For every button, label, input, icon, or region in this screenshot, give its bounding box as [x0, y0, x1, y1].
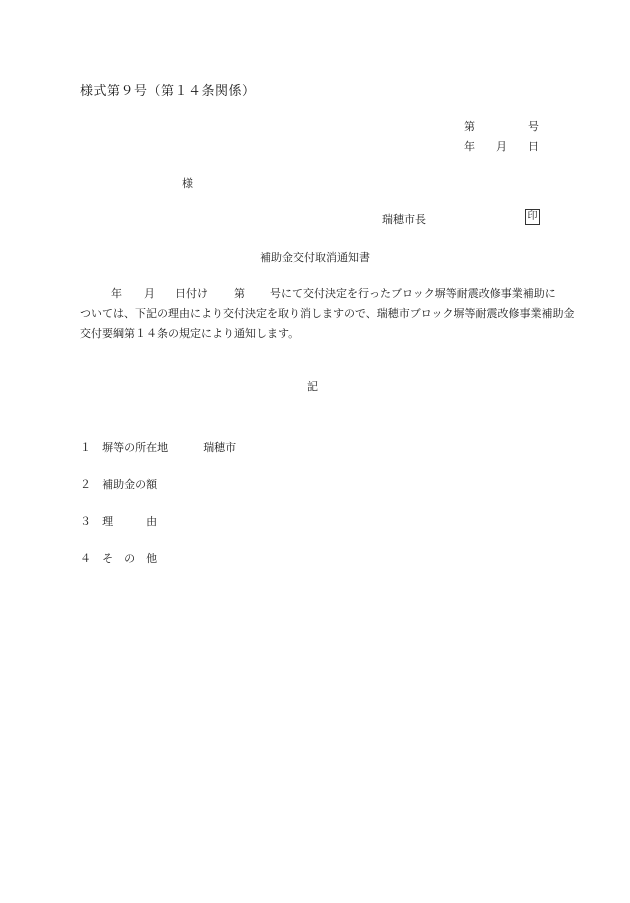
- list-item: [80, 547, 157, 566]
- issuer-name: 瑞穂市長: [382, 213, 426, 226]
- item-number: １: [80, 441, 91, 454]
- body-month-label: 月: [144, 287, 155, 300]
- item-number: ３: [80, 515, 91, 528]
- item-number: ２: [80, 478, 91, 491]
- date-day-label: 日: [528, 140, 539, 153]
- item-label: そ の 他: [102, 552, 158, 565]
- item-label: 塀等の所在地: [102, 441, 169, 454]
- ki-heading: 記: [307, 380, 318, 393]
- addressee-suffix: 様: [182, 177, 193, 190]
- body-date-label: 日付け: [175, 287, 208, 300]
- item-number: ４: [80, 552, 91, 565]
- list-item: [80, 473, 157, 492]
- document-title: 補助金交付取消通知書: [260, 251, 370, 264]
- date-month-label: 月: [496, 140, 507, 153]
- seal-mark: 印: [525, 209, 540, 225]
- body-line-1-rest: 号にて交付決定を行ったブロック塀等耐震改修事業補助に: [270, 287, 556, 300]
- body-line-1: [80, 284, 555, 304]
- list-item: [80, 510, 157, 529]
- body-paragraph: [80, 284, 575, 344]
- list-item: [80, 436, 236, 455]
- form-number: 様式第９号（第１４条関係）: [80, 84, 256, 99]
- body-year-label: 年: [111, 287, 122, 300]
- body-line-3: 交付要綱第１４条の規定により通知します。: [80, 327, 300, 340]
- date-year-label: 年: [464, 140, 475, 153]
- body-number-prefix: 第: [234, 287, 245, 300]
- item-label: 理 由: [102, 515, 158, 528]
- body-line-2: ついては、下記の理由により交付決定を取り消しますので、瑞穂市ブロック塀等耐震改修事業補助金: [80, 307, 575, 320]
- item-label: 補助金の額: [102, 478, 158, 491]
- item-value: 瑞穂市: [203, 441, 237, 454]
- document-number-suffix: 号: [528, 120, 539, 133]
- document-number-prefix: 第: [464, 120, 475, 133]
